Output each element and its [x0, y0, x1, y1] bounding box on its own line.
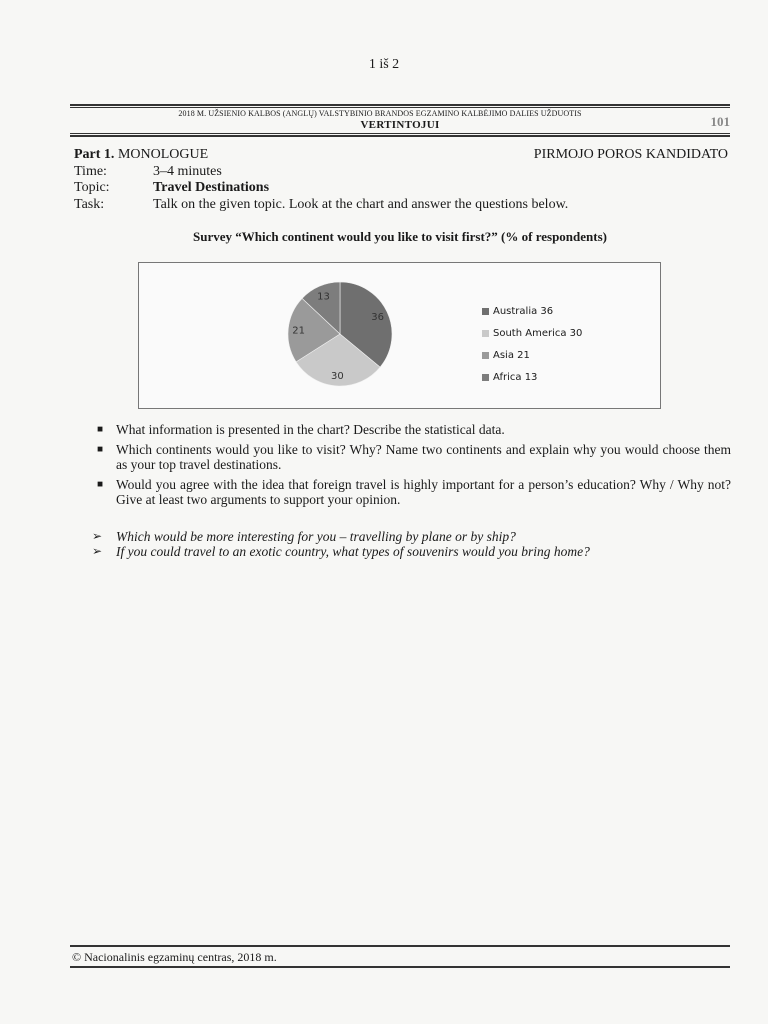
- page-number: 1 iš 2: [368, 57, 400, 72]
- bullet-icon: ■: [97, 478, 104, 490]
- bullet-icon: ■: [97, 443, 104, 455]
- time-label: Time:: [74, 164, 107, 179]
- pie-data-label: 36: [371, 311, 385, 323]
- header-top-rule: [70, 104, 730, 106]
- bullet-icon: ■: [97, 424, 104, 435]
- legend-swatch: [482, 374, 489, 381]
- candidate-label: PIRMOJO POROS KANDIDATO: [533, 147, 728, 162]
- follow-up-text: If you could travel to an exotic country, what types of souvenirs would you bring home?: [116, 544, 590, 559]
- legend-label: South America 30: [493, 328, 583, 339]
- question-item: [97, 422, 731, 438]
- audience-label: VERTINTOJUI: [360, 119, 440, 131]
- part-name: MONOLOGUE: [117, 147, 209, 162]
- question-text: Which continents would you like to visit? Why? Name two continents and explain why you would choose them as your top travel destinations.: [116, 441, 731, 472]
- part-number: Part 1.: [74, 147, 115, 162]
- legend-label: Asia 21: [493, 350, 530, 361]
- pie-chart: [138, 262, 661, 409]
- follow-up-text: Which would be more interesting for you – travelling by plane or by ship?: [116, 529, 516, 544]
- arrow-bullet-icon: ➢: [92, 529, 103, 543]
- question-list: [97, 422, 731, 512]
- topic-value: Travel Destinations: [153, 180, 270, 195]
- follow-up-item: [92, 544, 732, 559]
- legend-item: [482, 367, 582, 389]
- task-label: Task:: [74, 197, 105, 212]
- footer-copyright: © Nacionalinis egzaminų centras, 2018 m.: [72, 950, 277, 964]
- legend-label: Africa 13: [493, 372, 538, 383]
- exam-title: 2018 M. UŽSIENIO KALBOS (ANGLŲ) VALSTYBINIO BRANDOS EGZAMINO KALBĖJIMO DALIES UŽDUOTIS: [178, 109, 582, 118]
- time-value: 3–4 minutes: [153, 164, 222, 179]
- question-text: Would you agree with the idea that foreign travel is highly important for a person’s education? Why / Why not? Give at least two arguments to support your opinion.: [116, 476, 731, 507]
- legend-item: [482, 323, 582, 345]
- header-top-rule-thin: [70, 107, 730, 108]
- follow-up-item: [92, 529, 732, 544]
- legend-label: Australia 36: [493, 306, 554, 317]
- variant-code: 101: [710, 114, 730, 129]
- topic-label: Topic:: [74, 180, 110, 195]
- pie-data-label: 30: [331, 371, 344, 383]
- legend-item: [482, 301, 582, 323]
- chart-legend: [482, 301, 582, 389]
- task-value: Talk on the given topic. Look at the chart and answer the questions below.: [153, 197, 569, 212]
- footer-top-rule: [70, 945, 730, 947]
- question-item: [97, 477, 731, 508]
- part-heading: [74, 147, 208, 163]
- legend-swatch: [482, 330, 489, 337]
- pie-data-label: 21: [292, 325, 305, 337]
- header-bottom-rule: [70, 133, 730, 134]
- legend-swatch: [482, 308, 489, 315]
- footer-bottom-rule: [70, 966, 730, 968]
- arrow-bullet-icon: ➢: [92, 544, 103, 558]
- header-bottom-rule-thick: [70, 135, 730, 137]
- pie-data-label: 13: [317, 291, 330, 303]
- chart-title: Survey “Which continent would you like to visit first?” (% of respondents): [193, 229, 607, 244]
- legend-swatch: [482, 352, 489, 359]
- question-item: [97, 442, 731, 473]
- follow-up-list: [92, 529, 732, 559]
- question-text: What information is presented in the chart? Describe the statistical data.: [116, 422, 505, 437]
- legend-item: [482, 345, 582, 367]
